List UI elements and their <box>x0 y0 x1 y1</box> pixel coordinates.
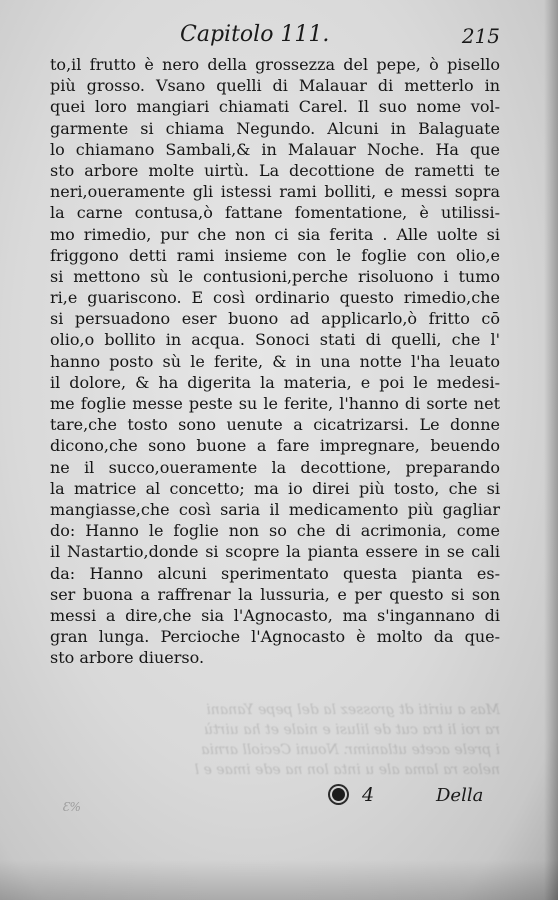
page-bottom-shadow <box>0 860 558 900</box>
text-line: ri,e guariscono. E così ordinario questo rimedio,che <box>50 288 500 308</box>
text-line: friggono detti rami insieme con le foglie con olio,e <box>50 245 500 265</box>
text-line: to,il frutto è nero della grossezza del pepe, ò pisello <box>50 55 500 74</box>
running-header <box>40 22 500 52</box>
text-line: la matrice al concetto; ma io direi più tosto, che si <box>50 478 500 498</box>
text-line: si mettono sù le contusioni,perche risoluono i tumo <box>50 266 500 286</box>
text-line: più grosso. Vsano quelli di Malauar di metterlo in <box>50 76 500 96</box>
ink-smudge: Ɛ% <box>62 800 81 814</box>
text-line: mangiasse,che così saria il medicamento più gagliar <box>50 499 500 519</box>
text-line: neri,oueramente gli istessi rami bolliti, e messi sopra <box>50 182 500 202</box>
text-line: mo rimedio, pur che non ci sia ferita . Alle uolte si <box>50 224 500 244</box>
text-line: quei loro mangiari chiamati Carel. Il suo nome vol- <box>50 97 500 117</box>
text-line: tare,che tosto sono uenute a cicatrizarsi. Le donne <box>50 415 500 435</box>
text-line: da: Hanno alcuni sperimentato questa pianta es- <box>50 563 500 583</box>
signature-mark: 4 <box>362 784 375 806</box>
text-line: lo chiamano Sambali,& in Malauar Noche. Ha que <box>50 139 500 159</box>
ink-blot-mark <box>332 788 345 801</box>
page-edge-shadow <box>544 0 558 900</box>
text-line: sto arbore molte uirtù. La decottione de rametti te <box>50 160 500 180</box>
text-line: la carne contusa,ò fattane fomentatione, è utilissi- <box>50 203 500 223</box>
text-line: sto arbore diuerso. <box>50 648 205 668</box>
catchword: Della <box>436 785 484 806</box>
text-line: ser buona a raffrenar la lussuria, e per questo si son <box>50 584 500 604</box>
text-line: dicono,che sono buone a fare impregnare, beuendo <box>50 436 500 456</box>
page-footer <box>320 782 500 812</box>
text-line: ne il succo,oueramente la decottione, preparando <box>50 457 500 477</box>
text-line: si persuadono eser buono ad applicarlo,ò fritto cō <box>50 309 500 329</box>
text-line: il dolore, & ha digerita la materia, e poi le medesi- <box>50 372 500 392</box>
text-line: hanno posto sù le ferite, & in una notte l'ha leuato <box>50 351 500 371</box>
text-line: garmente si chiama Negundo. Alcuni in Balaguate <box>50 118 500 138</box>
text-line: gran lunga. Percioche l'Agnocasto è molto da que- <box>50 627 500 647</box>
body-text <box>50 54 500 668</box>
chapter-heading: Capitolo 111. <box>180 22 330 47</box>
text-line: olio,o bollito in acqua. Sonoci stati di quelli, che l' <box>50 330 500 350</box>
page-number: 215 <box>461 24 500 48</box>
bleed-through-text: Mas a uiriti dt grossez la del pepe Yanani ra roi li tra cut de lilusi e niale et ha uirtù i prele acete utlanimr. Nouni Cecioll arnia nelos ra lama ale u inta lon na ede imae e l <box>194 702 500 778</box>
text-line: me foglie messe peste su le ferite, l'hanno di sorte net <box>50 394 500 413</box>
text-line: messi a dire,che sia l'Agnocasto, ma s'ingannano di <box>50 605 500 625</box>
text-line: il Nastartio,donde si scopre la pianta essere in se cali <box>50 542 500 562</box>
text-line: do: Hanno le foglie non so che di acrimonia, come <box>50 521 500 541</box>
